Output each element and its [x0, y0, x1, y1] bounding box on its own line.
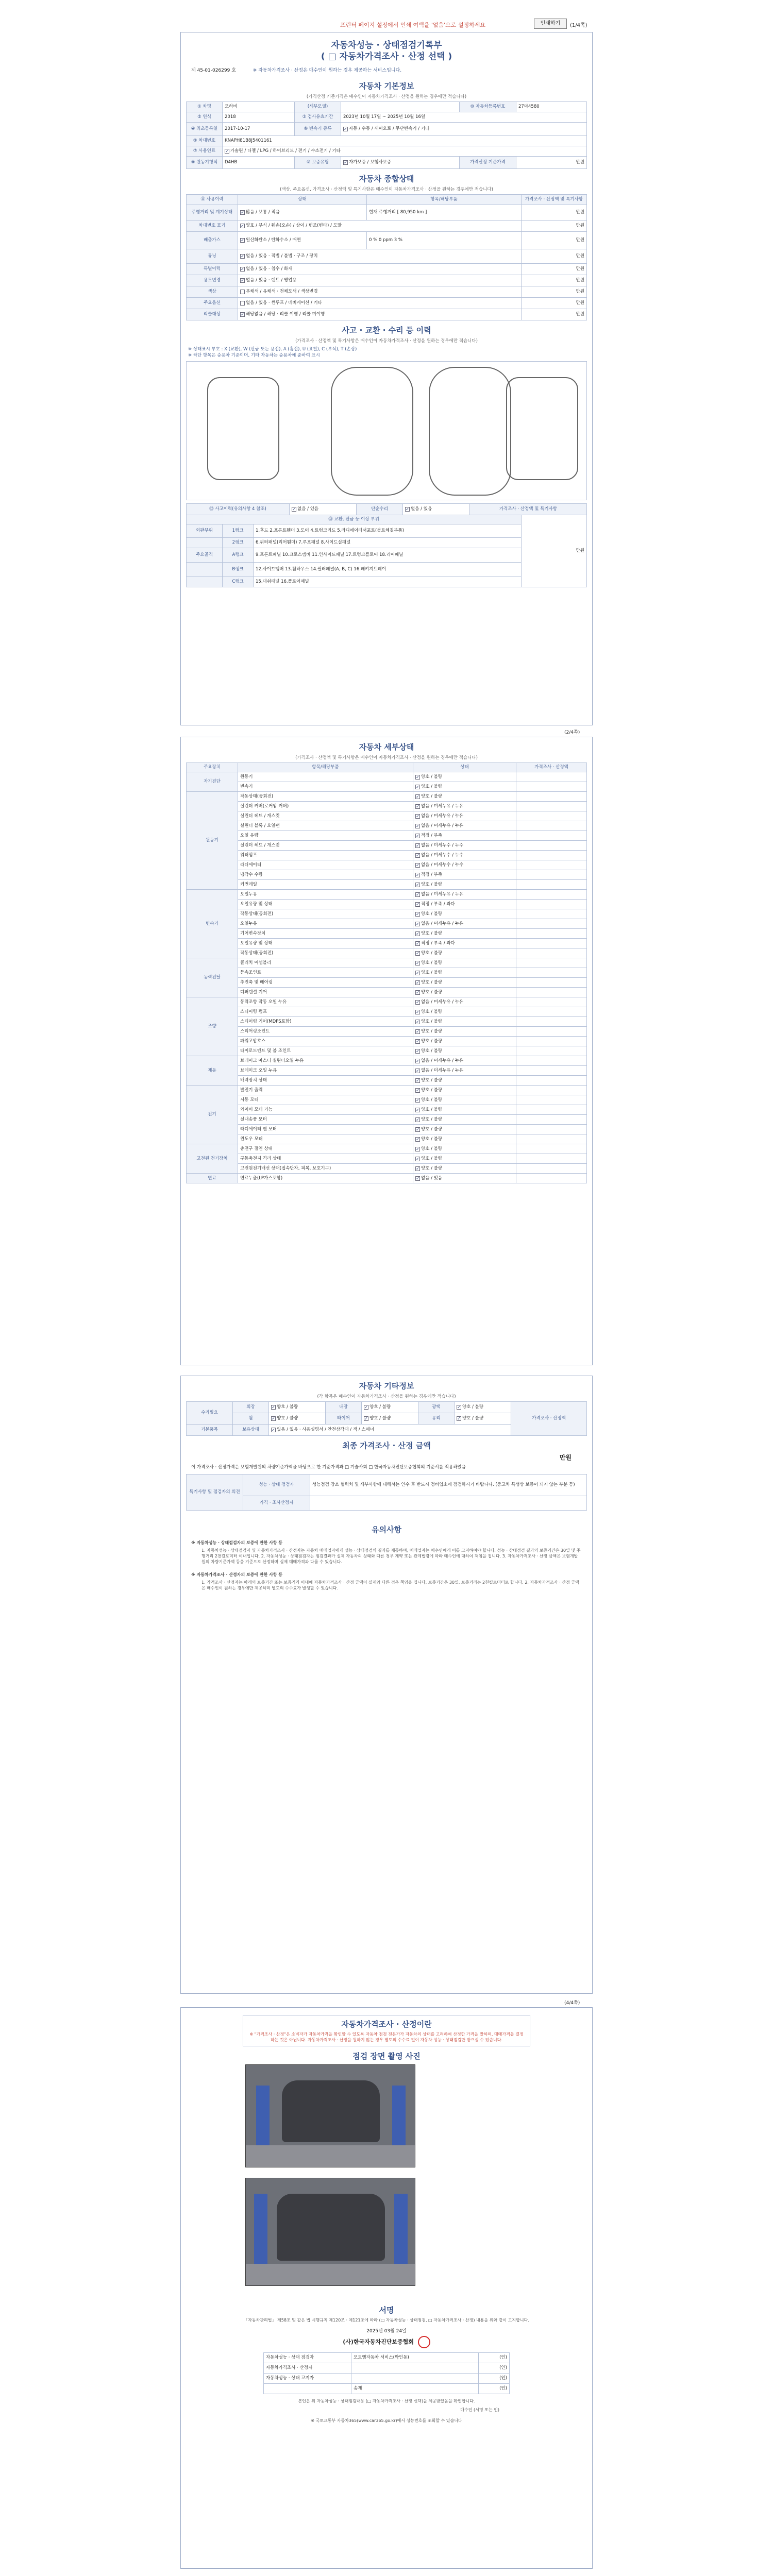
detail-item-price — [516, 821, 587, 831]
car-model: 모하비 — [223, 102, 295, 112]
detail-row — [187, 1076, 587, 1086]
detail-item-state: ✓ 양호 / 불량 — [413, 1164, 516, 1174]
detail-group-name: 제동 — [187, 1056, 238, 1086]
detail-item-name: 실내송풍 모터 — [238, 1115, 413, 1125]
inspection-photo-front — [245, 2064, 415, 2167]
detail-item-name: 스티어링 펌프 — [238, 1007, 413, 1017]
detail-item-state: ✓ 양호 / 불량 — [413, 1086, 516, 1095]
detail-item-state: ✓ 양호 / 불량 — [413, 968, 516, 978]
detail-item-price — [516, 890, 587, 900]
detail-row — [187, 811, 587, 821]
checkbox-checked-icon: ✓ — [416, 1107, 419, 1112]
inspector-opinion-table: 특기사항 및 점검자의 의견 성능 · 상태 점검자 성능점검 장소 협력처 및 세부사항에 대해서는 인수 후 반드시 정비업소에 점검하시기 바랍니다. (중고차 특성상 보증이 되지 않는 부분 등) 가격 · 조사산정자 — [186, 1474, 587, 1511]
detail-item-price — [516, 1017, 587, 1027]
detail-row — [187, 1144, 587, 1154]
detail-item-state: ✓ 양호 / 불량 — [413, 978, 516, 988]
extra-section-note: (각 항목은 매수인이 자동차가격조사 · 산정을 원하는 경우에만 적습니다) — [317, 1394, 456, 1399]
detail-item-state: ✓ 양호 / 불량 — [413, 1154, 516, 1164]
detail-item-name: 작동상태(공회전) — [238, 909, 413, 919]
detail-row — [187, 772, 587, 782]
car-top-inner-outline — [429, 367, 511, 496]
detail-item-price — [516, 1164, 587, 1174]
detail-item-state: ✓ 없음 / 미세누수 / 누수 — [413, 851, 516, 860]
accident-section-title: 사고 · 교환 · 수리 등 이력 — [342, 326, 431, 335]
detail-item-state: ✓ 양호 / 불량 — [413, 1037, 516, 1046]
detail-item-name: 구동축전지 격리 상태 — [238, 1154, 413, 1164]
footer-note: ※ 국토교통부 자동차365(www.car365.go.kr)에서 성능번호를 조회할 수 있습니다 — [311, 2418, 462, 2423]
detail-item-name: 와이퍼 모터 기능 — [238, 1105, 413, 1115]
detail-item-price — [516, 1154, 587, 1164]
damage-parts-table: ⑬ 교환, 판금 등 이상 부위 만원 외판부위 1랭크 1.후드 2.프론트휀더 3.도어 4.트렁크리드 5.라디에이터서포트(볼트체결부품) 2랭크 6.쿼터패널(리어휀더) 7.루프패널 8.사이드실패널 주요골격 A랭크 9.프론트패널 10.크로스멤버 11.인사이드패널 17.트렁크플로어 18.리어패널 B랭크 12.사이드멤버 13.휠하우스 14.필러패널(A, B, C) 16.패키지트레이 C랭크 15.대쉬패널 16.플로어패널 — [186, 515, 587, 587]
detail-item-price — [516, 1027, 587, 1037]
detail-item-name: 작동상태(공회전) — [238, 948, 413, 958]
detail-row — [187, 1164, 587, 1174]
detail-item-name: 배력장치 상태 — [238, 1076, 413, 1086]
detail-item-state: ✓ 적정 / 부족 — [413, 870, 516, 880]
checkbox-checked-icon: ✓ — [416, 784, 419, 789]
detail-item-state: ✓ 없음 / 미세누유 / 누유 — [413, 821, 516, 831]
detail-item-name: 윈도우 모터 — [238, 1134, 413, 1144]
detail-item-state: ✓ 없음 / 미세누유 / 누유 — [413, 890, 516, 900]
accident-history-table: ⑫ 사고이력(유의사항 4 참조) ✓ 없음 / 있음 단순수리 ✓ 없음 / 있음 가격조사 · 산정액 및 특기사항 — [186, 503, 587, 515]
detail-item-state: ✓ 양호 / 불량 — [413, 880, 516, 890]
checkbox-checked-icon: ✓ — [416, 1137, 419, 1142]
sheet-page-1 — [180, 32, 593, 725]
detail-item-state: ✓ 없음 / 미세누유 / 누유 — [413, 811, 516, 821]
checkbox-checked-icon: ✓ — [416, 814, 419, 819]
detail-item-price — [516, 948, 587, 958]
detail-item-price — [516, 1174, 587, 1183]
detail-item-name: 냉각수 수량 — [238, 870, 413, 880]
signature-company: (사)한국자동차진단보증협회 — [181, 2336, 592, 2348]
checkbox-checked-icon: ✓ — [416, 804, 419, 809]
detail-row — [187, 919, 587, 929]
first-registration: 2017-10-17 — [223, 123, 295, 136]
detail-item-state: ✓ 양호 / 불량 — [413, 1105, 516, 1115]
detail-item-price — [516, 988, 587, 997]
checkbox-checked-icon: ✓ — [416, 1009, 419, 1014]
buyer-signature: 매수인 (서명 또는 인) — [460, 2408, 499, 2412]
checkbox-checked-icon: ✓ — [416, 1097, 419, 1103]
detail-item-state: ✓ 양호 / 불량 — [413, 1007, 516, 1017]
detail-item-name: 동력조향 작동 오일 누유 — [238, 997, 413, 1007]
print-notice: 프린터 페이지 설정에서 인쇄 여백을 '없음'으로 설정하세요 — [340, 22, 486, 28]
checkbox-checked-icon: ✓ — [416, 1176, 419, 1181]
detail-group-name: 연료 — [187, 1174, 238, 1183]
basic-section-note: (가격산정 기준가격은 매수인이 자동차가격조사 · 산정을 원하는 경우에만 적습니다) — [306, 94, 467, 99]
detail-item-price — [516, 939, 587, 948]
checkbox-checked-icon: ✓ — [416, 1029, 419, 1034]
detail-row — [187, 968, 587, 978]
detail-row — [187, 1056, 587, 1066]
detail-row — [187, 1046, 587, 1056]
detail-section-title: 자동차 세부상태 — [359, 742, 414, 752]
extra-section-title: 자동차 기타정보 — [359, 1381, 414, 1391]
checkbox-checked-icon: ✓ — [416, 794, 419, 799]
detail-item-name: 실린더 헤드 / 개스킷 — [238, 811, 413, 821]
sheet-page-2 — [180, 737, 593, 1365]
detail-row — [187, 1134, 587, 1144]
checkbox-checked-icon: ✓ — [416, 1019, 419, 1024]
detail-item-name: 브레이크 마스터 실린더오일 누유 — [238, 1056, 413, 1066]
damage-legend-note: ※ 하단 항목은 승용차 기준이며, 기타 자동차는 승용차에 준하여 표시 — [188, 353, 320, 358]
vin-number: KNAPH81B8J5401161 — [223, 136, 587, 146]
detail-item-state: ✓ 양호 / 불량 — [413, 1046, 516, 1056]
detail-item-price — [516, 1086, 587, 1095]
detail-item-state: ✓ 없음 / 미세누수 / 누수 — [413, 860, 516, 870]
detail-item-name: 시동 모터 — [238, 1095, 413, 1105]
extra-info-table: 수리필요 외장 ✓ 양호 / 불량 내장 ✓ 양호 / 불량 광택 ✓ 양호 / 불량 가격조사 · 산정액 휠 ✓ 양호 / 불량 타이어 ✓ 양호 / 불량 유리 ✓ 양호 / 불량 기본품목 보유상태 ✓ 있음 / 없음 · 사용설명서 / 안전삼각대 / 잭 / 스패너 — [186, 1401, 587, 1436]
detail-group-name: 전기 — [187, 1086, 238, 1144]
detail-item-state: ✓ 없음 / 미세누유 / 누유 — [413, 802, 516, 811]
detail-item-price — [516, 1076, 587, 1086]
checkbox-checked-icon: ✓ — [416, 1048, 419, 1054]
intro-title: 자동차가격조사 · 산정이란 — [341, 2020, 432, 2029]
detail-item-state: ✓ 없음 / 미세누유 / 누유 — [413, 919, 516, 929]
detail-item-price — [516, 1037, 587, 1046]
detail-item-price — [516, 1066, 587, 1076]
detail-group-name: 고전원 전기장치 — [187, 1144, 238, 1174]
detail-item-price — [516, 1105, 587, 1115]
detail-item-price — [516, 782, 587, 792]
signature-section-title: 서명 — [379, 2306, 394, 2315]
damage-legend: ※ 상태표시 부호 : X (교환), W (판금 또는 용접), A (흠집), U (요철), C (부식), T (손상) — [188, 347, 357, 352]
checkbox-checked-icon: ✓ — [416, 941, 419, 946]
detail-item-price — [516, 909, 587, 919]
checkbox-checked-icon: ✓ — [416, 853, 419, 858]
detail-row — [187, 909, 587, 919]
detail-item-price — [516, 919, 587, 929]
engine-type: D4HB — [223, 157, 295, 169]
detail-row — [187, 1027, 587, 1037]
notes-block1-title: ※ 자동차성능 · 상태점검자의 보증에 관한 사항 등 — [191, 1540, 283, 1545]
detail-item-name: 충전구 절연 상태 — [238, 1144, 413, 1154]
status-section-note: (색상, 주요옵션, 가격조사 · 산정액 및 특기사항은 매수인이 자동차가격조사 · 산정을 원하는 경우에만 적습니다) — [280, 187, 493, 192]
doc-title-option: ( □ 자동차가격조사 · 산정 선택 ) — [321, 52, 452, 62]
notifier-name: 송재 — [351, 2384, 479, 2394]
detail-item-price — [516, 1134, 587, 1144]
detail-row — [187, 860, 587, 870]
detail-item-price — [516, 978, 587, 988]
checkbox-checked-icon: ✓ — [416, 902, 419, 907]
page-indicator: (1/4쪽) — [570, 23, 587, 28]
detail-item-state: ✓ 양호 / 불량 — [413, 1095, 516, 1105]
checkbox-checked-icon: ✓ — [416, 862, 419, 868]
checkbox-checked-icon: ✓ — [416, 1156, 419, 1161]
detail-item-state: ✓ 적정 / 부족 / 과다 — [413, 900, 516, 909]
basic-section-title: 자동차 기본정보 — [359, 81, 414, 91]
detail-item-price — [516, 1115, 587, 1125]
inspector-name: 모토엠자동차 서비스(박인동) — [351, 2353, 479, 2363]
detail-item-state: ✓ 양호 / 불량 — [413, 909, 516, 919]
receipt-statement: 본인은 위 자동차성능 · 상태점검내용 (□ 자동차가격조사 · 산정 선택)을 제공받았음을 확인합니다. — [298, 2399, 475, 2403]
detail-item-price — [516, 811, 587, 821]
detail-item-state: ✓ 없음 / 미세누유 / 누유 — [413, 1056, 516, 1066]
detail-item-name: 스티어링 기어(MDPS포함) — [238, 1017, 413, 1027]
emission-values: 0 % 0 ppm 3 % — [367, 232, 522, 249]
mileage: 현재 주행거리 [ 80,950 km ] — [367, 205, 522, 221]
notes-section-title: 유의사항 — [372, 1525, 401, 1534]
detail-status-table: 주요장치 항목/해당부품 상태 가격조사 · 산정액 자기진단 원동기 ✓ 양호 / 불량 변속기 ✓ 양호 / 불량 원동기 작동상태(공회전) ✓ 양호 / 불량 실린더 커버(로커암 커버) ✓ 없음 / 미세누유 / 누유 실린더 헤드 / 개스킷 ✓ 없음 / 미세누유 / 누유 실린더 블록 / 오일팬 ✓ 없음 / 미세누유 / 누유 오일 유량 ✓ 적정 / 부족 실린더 헤드 / 개스킷 ✓ 없음 / 미세누수 / 누수 워터펌프 ✓ 없음 / 미세누수 / 누수 라디에이터 ✓ 없음 / 미세누수 / 누수 냉각수 수량 ✓ 적정 / 부족 커먼레일 ✓ 양호 / 불량 변속기 오일누유 ✓ 없음 / 미세누유 / 누유 오일유량 및 상태 ✓ 적정 / 부족 / 과다 작동상태(공회전) ✓ 양호 / 불량 오일누유 ✓ 없음 / 미세누유 / 누유 기어변속장치 ✓ 양호 / 불량 오일유량 및 상태 ✓ 적정 / 부족 / 과다 작동상태(공회전) ✓ 양호 / 불량 동력전달 클러치 어셈블리 ✓ 양호 / 불량 등속조인트 ✓ 양호 / 불량 추진축 및 베어링 ✓ 양호 / 불량 디퍼렌셜 기어 ✓ 양호 / 불량 조향 동력조향 작동 오일 누유 ✓ 없음 / 미세누유 / 누유 스티어링 펌프 ✓ 양호 / 불량 스티어링 기어(MDPS포함) ✓ 양호 / 불량 스티어링조인트 ✓ 양호 / 불량 파워고압호스 ✓ 양호 / 불량 타이로드엔드 및 볼 조인트 ✓ 양호 / 불량 제동 브레이크 마스터 실린더오일 누유 ✓ 없음 / 미세누유 / 누유 브레이크 오일 누유 ✓ 없음 / 미세누유 / 누유 배력장치 상태 ✓ 양호 / 불량 전기 발전기 출력 ✓ 양호 / 불량 시동 모터 ✓ 양호 / 불량 와이퍼 모터 기능 ✓ 양호 / 불량 실내송풍 모터 ✓ 양호 / 불량 라디에이터 팬 모터 ✓ 양호 / 불량 윈도우 모터 ✓ 양호 / 불량 고전원 전기장치 충전구 절연 상태 ✓ 양호 / 불량 구동축전지 격리 상태 ✓ 양호 / 불량 고전원전기배선 상태(접속단자, 피복, 보호기구) ✓ 양호 / 불량 연료 연료누출(LP가스포함) ✓ 없음 / 있음 — [186, 762, 587, 1183]
detail-row — [187, 958, 587, 968]
detail-item-name: 디퍼렌셜 기어 — [238, 988, 413, 997]
detail-row — [187, 900, 587, 909]
detail-item-state: ✓ 양호 / 불량 — [413, 792, 516, 802]
checkbox-checked-icon: ✓ — [416, 1166, 419, 1171]
checkbox-checked-icon: ✓ — [416, 774, 419, 779]
checkbox-checked-icon: ✓ — [416, 882, 419, 887]
checkbox-checked-icon: ✓ — [416, 911, 419, 917]
checkbox-checked-icon: ✓ — [416, 1058, 419, 1063]
detail-item-state: ✓ 양호 / 불량 — [413, 1144, 516, 1154]
detail-group-name: 조향 — [187, 997, 238, 1056]
doc-title: 자동차성능 · 상태점검기록부 — [331, 40, 442, 50]
detail-item-state: ✓ 양호 / 불량 — [413, 1017, 516, 1027]
detail-row — [187, 802, 587, 811]
notes-block1-text: 1. 자동차성능 · 상태점검자 및 자동차가격조사 · 산정자는 자동차 매매업자에게 성능 · 상태점검의 결과를 제공하며, 매매업자는 매수인에게 이를 고지하여야 합니다. 성능 · 상태점검 결과의 보증기간은 30일 및 주행거리 2천킬로미터 이내입니다. 2. 자동차성능 · 상태점검자는 점검결과가 실제 자동차의 상태와 다른 경우 계약 또는 관계법령에 따라 매수인에 대하여 책임을 집니다. 3. 자동차가격조사 · 산정 금액은 보험개발원의 차량기준가액 등을 기준으로 산정하며 실제 매매가격과 다를 수 있습니다. — [201, 1548, 581, 1564]
detail-item-name: 변속기 — [238, 782, 413, 792]
signature-table: 자동차성능 · 상태 점검자 모토엠자동차 서비스(박인동) (인) 자동차가격조사 · 산정자 (인) 자동차성능 · 상태 고지자 (인) 송재 (인) — [263, 2352, 510, 2394]
checkbox-checked-icon: ✓ — [416, 931, 419, 936]
detail-item-state: ✓ 없음 / 미세누유 / 누유 — [413, 1066, 516, 1076]
detail-item-state: ✓ 양호 / 불량 — [413, 958, 516, 968]
sheet-page-4 — [180, 2007, 593, 2569]
top-toolbar — [180, 0, 593, 32]
detail-item-state: ✓ 없음 / 미세누유 / 누유 — [413, 997, 516, 1007]
sheet-page-3 — [180, 1376, 593, 1994]
detail-item-name: 커먼레일 — [238, 880, 413, 890]
detail-row — [187, 1125, 587, 1134]
detail-row — [187, 1037, 587, 1046]
detail-row — [187, 1115, 587, 1125]
inspection-period: 2023년 10월 17일 ~ 2025년 10월 16일 — [341, 112, 587, 123]
detail-item-price — [516, 831, 587, 841]
detail-item-name: 오일누유 — [238, 919, 413, 929]
detail-item-price — [516, 1095, 587, 1105]
checkbox-checked-icon: ✓ — [416, 1068, 419, 1073]
detail-row — [187, 1095, 587, 1105]
detail-row — [187, 1017, 587, 1027]
checkbox-checked-icon: ✓ — [416, 951, 419, 956]
print-button[interactable]: 인쇄하기 — [534, 19, 567, 29]
detail-item-price — [516, 1125, 587, 1134]
signature-statement: 「자동차관리법」 제58조 및 같은 법 시행규칙 제120조 · 제121조에 따라 (□ 자동차성능 · 상태점검, □ 자동차가격조사 · 산정) 내용을 위와 같이 고지합니다. — [244, 2318, 529, 2323]
detail-item-price — [516, 929, 587, 939]
detail-item-name: 워터펌프 — [238, 851, 413, 860]
detail-item-state: ✓ 양호 / 불량 — [413, 1027, 516, 1037]
checkbox-checked-icon: ✓ — [416, 1088, 419, 1093]
car-damage-diagram — [186, 361, 587, 500]
detail-row — [187, 880, 587, 890]
detail-item-state: ✓ 양호 / 불량 — [413, 782, 516, 792]
checkbox-checked-icon: ✓ — [416, 921, 419, 926]
detail-item-name: 오일유량 및 상태 — [238, 939, 413, 948]
detail-item-price — [516, 772, 587, 782]
detail-row — [187, 821, 587, 831]
detail-item-name: 오일 유량 — [238, 831, 413, 841]
detail-item-name: 실린더 커버(로커암 커버) — [238, 802, 413, 811]
detail-group-name: 변속기 — [187, 890, 238, 958]
final-price-value: 만원 — [559, 1454, 572, 1461]
detail-item-price — [516, 968, 587, 978]
detail-item-price — [516, 1056, 587, 1066]
detail-item-price — [516, 1007, 587, 1017]
checkbox-checked-icon: ✓ — [416, 990, 419, 995]
detail-item-state: ✓ 양호 / 불량 — [413, 772, 516, 782]
car-side-left-outline — [207, 377, 279, 480]
detail-item-state: ✓ 없음 / 있음 — [413, 1174, 516, 1183]
detail-item-price — [516, 851, 587, 860]
detail-row — [187, 782, 587, 792]
page-2-label: (2/4쪽) — [564, 730, 580, 735]
detail-item-state: ✓ 양호 / 불량 — [413, 1076, 516, 1086]
company-seal-stamp — [418, 2336, 430, 2348]
car-year: 2018 — [223, 112, 295, 123]
detail-item-name: 기어변속장치 — [238, 929, 413, 939]
detail-row — [187, 997, 587, 1007]
detail-item-name: 발전기 출력 — [238, 1086, 413, 1095]
detail-item-name: 실린더 헤드 / 개스킷 — [238, 841, 413, 851]
detail-row — [187, 948, 587, 958]
detail-row — [187, 1086, 587, 1095]
detail-item-name: 연료누출(LP가스포함) — [238, 1174, 413, 1183]
checkbox-checked-icon: ✓ — [416, 823, 419, 828]
detail-item-name: 추진축 및 베어링 — [238, 978, 413, 988]
checkbox-checked-icon: ✓ — [416, 872, 419, 877]
detail-item-name: 원동기 — [238, 772, 413, 782]
detail-item-state: ✓ 적정 / 부족 — [413, 831, 516, 841]
detail-row — [187, 1105, 587, 1115]
detail-row — [187, 1174, 587, 1183]
detail-item-state: ✓ 양호 / 불량 — [413, 1134, 516, 1144]
detail-row — [187, 841, 587, 851]
checkbox-checked-icon: ✓ — [416, 970, 419, 975]
detail-row — [187, 831, 587, 841]
inspection-photo-rear — [245, 2178, 415, 2286]
detail-item-state: ✓ 양호 / 불량 — [413, 929, 516, 939]
final-price-note: 이 가격조사 · 산정가격은 보험개발원의 차량기준가액을 바탕으로 한 기준가격과 □ 기술사회 □ 한국자동차진단보증협회의 기준서를 적용하였음 — [191, 1465, 466, 1470]
detail-row — [187, 988, 587, 997]
final-price-title: 최종 가격조사 · 산정 금액 — [342, 1441, 431, 1450]
checkbox-checked-icon: ✓ — [416, 1127, 419, 1132]
checkbox-checked-icon: ✓ — [416, 1117, 419, 1122]
inspector-opinion: 성능점검 장소 협력처 및 세부사항에 대해서는 인수 후 반드시 정비업소에 점검하시기 바랍니다. (중고차 특성상 보증이 되지 않는 부분 등) — [310, 1475, 587, 1496]
checkbox-checked-icon: ✓ — [416, 843, 419, 848]
intro-text: ※ "가격조사 · 산정"은 소비자가 자동차가격을 확인할 수 있도록 자동차 점검 전문가가 자동차의 상태를 고려하여 산정한 가격을 말하며, 매매가격을 결정하는 것은 아닙니다. 자동차가격조사 · 산정을 원하지 않는 경우 별도의 수수료 없이 자동차 성능 · 상태점검만 받으실 수 있습니다. — [249, 2032, 524, 2042]
detail-row — [187, 939, 587, 948]
detail-item-state: ✓ 양호 / 불량 — [413, 1125, 516, 1134]
checkbox-checked-icon: ✓ — [416, 1078, 419, 1083]
car-side-right-outline — [506, 377, 578, 480]
signature-date: 2025년 03월 24일 — [366, 2329, 407, 2334]
detail-item-name: 라디에이터 팬 모터 — [238, 1125, 413, 1134]
doc-subtitle: ※ 자동차가격조사 · 산정은 매수인이 원하는 경우 제공하는 서비스입니다. — [253, 68, 402, 73]
detail-item-price — [516, 997, 587, 1007]
basic-info-table: ① 차명 모하비 (세부모델) ⑩ 자동차등록번호 27마4580 ② 연식 2018 ③ 검사유효기간 2023년 10월 17일 ~ 2025년 10월 16일 ④ 최초등록일 2017-10-17 ⑥ 변속기 종류 ✓ 자동 / 수동 / 세미오토 / 무단변속기 / 기타 ⑤ 차대번호 KNAPH81B8J5401161 ⑦ 사용연료 ✓ 가솔린 / 디젤 / LPG / 하이브리드 / 전기 / 수소전기 / 기타 ⑧ 원동기형식 D4HB ⑨ 보증유형 ✓ 자가보증 / 보험사보증 가격산정 기준가격 만원 — [186, 101, 587, 169]
detail-item-price — [516, 841, 587, 851]
detail-item-price — [516, 900, 587, 909]
detail-group-name: 원동기 — [187, 792, 238, 890]
detail-row — [187, 1154, 587, 1164]
detail-group-name: 자기진단 — [187, 772, 238, 792]
checkbox-checked-icon: ✓ — [416, 999, 419, 1005]
detail-item-name: 오일유량 및 상태 — [238, 900, 413, 909]
detail-row — [187, 929, 587, 939]
detail-item-price — [516, 870, 587, 880]
status-section-title: 자동차 종합상태 — [359, 174, 414, 183]
checkbox-checked-icon: ✓ — [416, 960, 419, 965]
checkbox-checked-icon: ✓ — [416, 980, 419, 985]
doc-number: 45-01-026299 — [197, 68, 230, 73]
detail-item-name: 스티어링조인트 — [238, 1027, 413, 1037]
detail-item-name: 타이로드엔드 및 볼 조인트 — [238, 1046, 413, 1056]
detail-row — [187, 792, 587, 802]
plate-number: 27마4580 — [516, 102, 587, 112]
detail-item-name: 등속조인트 — [238, 968, 413, 978]
detail-item-price — [516, 860, 587, 870]
detail-item-price — [516, 1046, 587, 1056]
detail-item-name: 라디에이터 — [238, 860, 413, 870]
notes-block2-text: 1. 가격조사 · 산정자는 아래의 보증기간 또는 보증거리 이내에 자동차가격조사 · 산정 금액이 실제와 다른 경우 책임을 집니다. 보증기간은 30일, 보증거리는 2천킬로미터로 합니다. 2. 자동차가격조사 · 산정 금액은 매수인이 원하는 경우에만 제공하며 별도의 수수료가 발생할 수 있습니다. — [201, 1580, 579, 1590]
checkbox-checked-icon: ✓ — [416, 892, 419, 897]
notes-block2-title: ※ 자동차가격조사 · 산정자의 보증에 관한 사항 등 — [191, 1572, 283, 1577]
detail-row — [187, 870, 587, 880]
detail-item-state: ✓ 양호 / 불량 — [413, 948, 516, 958]
detail-item-state: ✓ 양호 / 불량 — [413, 1115, 516, 1125]
doc-number-line: 제 45-01-026299 호 ※ 자동차가격조사 · 산정은 매수인이 원하는 경우 제공하는 서비스입니다. — [191, 68, 402, 73]
checkbox-checked-icon: ✓ — [416, 1146, 419, 1151]
detail-row — [187, 1007, 587, 1017]
detail-item-price — [516, 792, 587, 802]
detail-item-state: ✓ 없음 / 미세누수 / 누수 — [413, 841, 516, 851]
detail-item-name: 클러치 어셈블리 — [238, 958, 413, 968]
detail-item-state: ✓ 적정 / 부족 / 과다 — [413, 939, 516, 948]
detail-group-name: 동력전달 — [187, 958, 238, 997]
detail-item-name: 브레이크 오일 누유 — [238, 1066, 413, 1076]
detail-section-note: (가격조사 · 산정액 및 특기사항은 매수인이 자동차가격조사 · 산정을 원하는 경우에만 적습니다) — [295, 755, 478, 760]
page-4-label: (4/4쪽) — [564, 2001, 580, 2006]
detail-row — [187, 851, 587, 860]
detail-item-price — [516, 1144, 587, 1154]
checkbox-checked-icon: ✓ — [416, 1039, 419, 1044]
detail-item-price — [516, 880, 587, 890]
accident-section-note: (가격조사 · 산정액 및 특기사항은 매수인이 자동차가격조사 · 산정을 원하는 경우에만 적습니다) — [295, 338, 478, 344]
car-top-outline — [331, 367, 413, 496]
detail-item-name: 고전원전기배선 상태(접속단자, 피복, 보호기구) — [238, 1164, 413, 1174]
overall-status-table: ⑪ 사용이력 상태 항목/해당부품 가격조사 · 산정액 및 특기사항 주행거리 및 계기상태 ✓ 많음 / 보통 / 적음 현재 주행거리 [ 80,950 km ] 만원 차대번호 표기 ✓ 양호 / 부식 / 훼손(오손) / 상이 / 변조(변타) / 도말 만원 배출가스 ✓ 일산화탄소 / 탄화수소 / 매연 0 % 0 ppm 3 % 만원 튜닝 ✓ 없음 / 있음 · 적법 / 불법 · 구조 / 장치 만원 특별이력 ✓ 없음 / 있음 · 침수 / 화재 만원 용도변경 ✓ 없음 / 있음 · 렌트 / 영업용 만원 색상 무채색 / 유채색 · 전체도색 / 색상변경 만원 주요옵션 없음 / 있음 · 썬루프 / 네비게이션 / 기타 만원 리콜대상 ✓ 해당없음 / 해당 · 리콜 이행 / 리콜 미이행 만원 — [186, 194, 587, 320]
detail-item-price — [516, 958, 587, 968]
detail-item-name: 오일누유 — [238, 890, 413, 900]
detail-item-name: 파워고압호스 — [238, 1037, 413, 1046]
detail-item-name: 작동상태(공회전) — [238, 792, 413, 802]
photo-section-title: 점검 장면 촬영 사진 — [352, 2052, 421, 2061]
detail-item-name: 실린더 블록 / 오일팬 — [238, 821, 413, 831]
detail-item-price — [516, 802, 587, 811]
detail-row — [187, 978, 587, 988]
detail-item-state: ✓ 양호 / 불량 — [413, 988, 516, 997]
checkbox-checked-icon: ✓ — [416, 833, 419, 838]
detail-row — [187, 1066, 587, 1076]
detail-row — [187, 890, 587, 900]
